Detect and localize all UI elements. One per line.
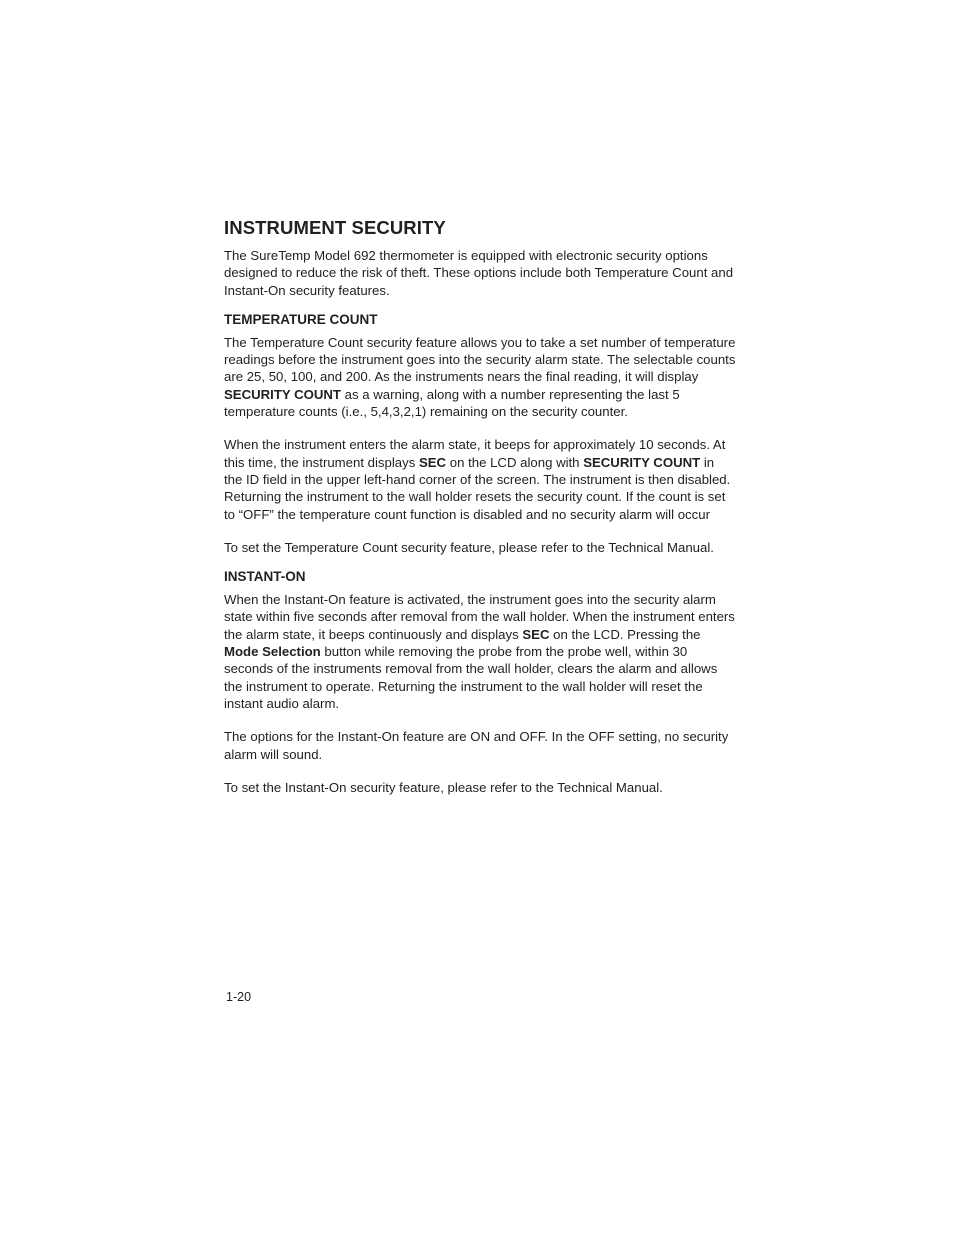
security-count-term: SECURITY COUNT bbox=[224, 386, 341, 402]
sec-term: SEC bbox=[418, 454, 447, 470]
instant-on-paragraph-1: When the Instant-On feature is activated, the instrument goes into the security alarm state within five seconds after removal from the wall holder. When the instrument enters the alarm state, it beeps continuously and displays SEC on the LCD. Pressing the Mode Selection button while removing the probe from the probe well, within 30 seconds of the instruments removal from the wall holder, clears the alarm and allows the instrument to operate. Returning the instrument to the wall holder will reset the instant audio alarm. bbox=[224, 592, 735, 711]
temperature-count-paragraph-1: The Temperature Count security feature allows you to take a set number of temperature readings before the instrument goes into the security alarm state. The selectable counts are 25, 50, 100, and 200. As the instruments nears the final reading, it will display SECURITY COUNT as a warning, along with a number representing the last 5 temperature counts (i.e., 5,4,3,2,1) remaining on the security counter. bbox=[224, 334, 736, 420]
instant-on-paragraph-2: The options for the Instant-On feature are ON and OFF. In the OFF setting, no security alarm will sound. bbox=[224, 729, 729, 762]
page-content bbox=[224, 217, 736, 796]
intro-paragraph: The SureTemp Model 692 thermometer is equipped with electronic security options designed to reduce the risk of theft. These options include both Temperature Count and Instant-On security features. bbox=[224, 248, 734, 298]
page-title: INSTRUMENT SECURITY bbox=[224, 217, 446, 238]
security-count-term: SECURITY COUNT bbox=[583, 454, 701, 470]
instant-on-paragraph-3: To set the Instant-On security feature, please refer to the Technical Manual. bbox=[224, 779, 663, 795]
sec-term: SEC bbox=[522, 626, 550, 642]
page-number: 1-20 bbox=[226, 990, 252, 1004]
temperature-count-paragraph-3: To set the Temperature Count security feature, please refer to the Technical Manual. bbox=[224, 539, 714, 555]
section-heading-instant-on: INSTANT-ON bbox=[224, 569, 306, 585]
temperature-count-paragraph-2: When the instrument enters the alarm state, it beeps for approximately 10 seconds. At this time, the instrument displays SEC on the LCD along with SECURITY COUNT in the ID field in the upper left-hand corner of the screen. The instrument is then disabled. Returning the instrument to the wall holder resets the security count. If the count is set to “OFF” the temperature count function is disabled and no security alarm will occur bbox=[224, 437, 731, 522]
section-heading-temperature-count: TEMPERATURE COUNT bbox=[224, 311, 378, 327]
mode-selection-term: Mode Selection bbox=[224, 644, 321, 660]
